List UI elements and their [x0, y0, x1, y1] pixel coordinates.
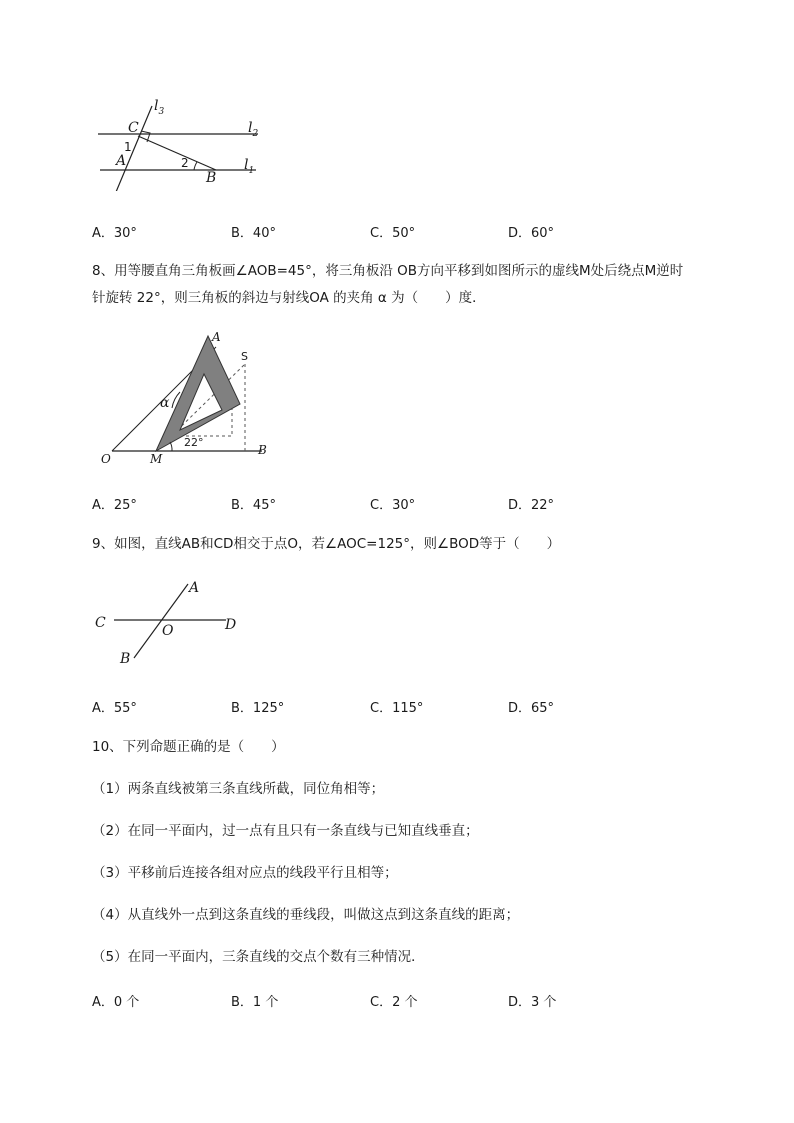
label-m: M [150, 452, 163, 466]
option-d[interactable]: D．3 个 [508, 995, 557, 1010]
line-ab [134, 584, 188, 658]
option-b[interactable]: B．1 个 [231, 995, 279, 1010]
q8-stem-line1: 8、用等腰直角三角板画∠AOB=45°，将三角板沿 OB方向平移到如图所示的虚线M处后绕点M逆时 [92, 263, 684, 279]
q10-item-3: （3）平移前后连接各组对应点的线段平行且相等； [92, 865, 398, 881]
label-d: D [225, 617, 237, 633]
option-c[interactable]: C．30° [370, 498, 416, 513]
triangle-plate [156, 336, 240, 451]
label-c: C [128, 120, 139, 136]
option-b[interactable]: B．125° [231, 701, 285, 716]
option-d[interactable]: D．22° [508, 498, 555, 513]
label-a: A [189, 580, 200, 596]
label-l1: $l_1$ [244, 157, 255, 176]
option-c[interactable]: C．50° [370, 226, 416, 241]
option-b[interactable]: B．45° [231, 498, 276, 513]
label-l2: $l_2$ [248, 120, 259, 139]
q10-item-5: （5）在同一平面内，三条直线的交点个数有三种情况． [92, 949, 425, 965]
q8-stem-line2: 针旋转 22°，则三角板的斜边与射线OA 的夹角 α 为（ ）度． [92, 290, 486, 306]
option-b[interactable]: B．40° [231, 226, 276, 241]
label-b: B [206, 170, 217, 186]
option-a[interactable]: A．25° [92, 498, 137, 513]
option-d[interactable]: D．65° [508, 701, 555, 716]
label-a: A [212, 330, 221, 344]
label-l3: $l_3$ [154, 98, 165, 117]
angle-22-arc [170, 442, 172, 451]
line-l3 [116, 106, 152, 191]
q7-diagram [90, 96, 270, 191]
option-c[interactable]: C．115° [370, 701, 424, 716]
label-angle-1: 1 [124, 140, 132, 154]
label-c: C [95, 615, 106, 631]
segment-cb [138, 136, 216, 170]
option-a[interactable]: A．55° [92, 701, 137, 716]
angle-2-arc [194, 162, 197, 170]
q10-item-1: （1）两条直线被第三条直线所截，同位角相等； [92, 781, 385, 797]
q10-stem: 10、下列命题正确的是（ ） [92, 739, 285, 755]
option-c[interactable]: C．2 个 [370, 995, 418, 1010]
q10-item-2: （2）在同一平面内，过一点有且只有一条直线与已知直线垂直； [92, 823, 479, 839]
option-d[interactable]: D．60° [508, 226, 555, 241]
label-angle-2: 2 [181, 156, 189, 170]
q10-item-4: （4）从直线外一点到这条直线的垂线段，叫做这点到这条直线的距离； [92, 907, 520, 923]
option-a[interactable]: A．0 个 [92, 995, 140, 1010]
label-b: B [120, 651, 131, 667]
label-o: O [101, 452, 111, 466]
label-22deg: 22° [184, 436, 204, 449]
label-b: B [258, 443, 267, 457]
label-alpha: α [160, 395, 170, 411]
q9-stem: 9、如图，直线AB和CD相交于点O，若∠AOC=125°，则∠BOD等于（ ） [92, 536, 561, 552]
label-o: O [162, 623, 174, 639]
label-s: S [241, 350, 248, 363]
label-a: A [116, 153, 127, 169]
option-a[interactable]: A．30° [92, 226, 137, 241]
